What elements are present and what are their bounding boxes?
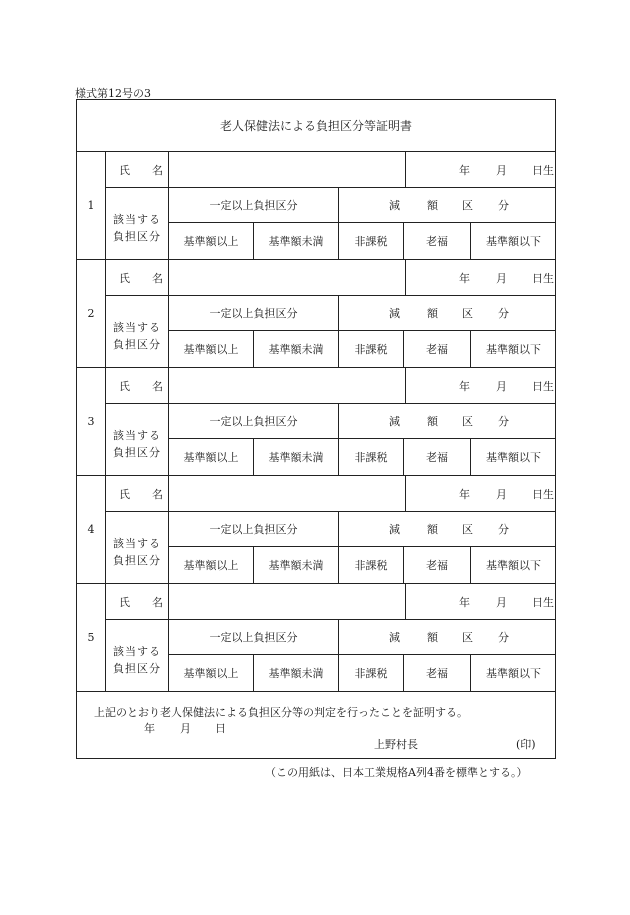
gengaku-char: 減	[389, 415, 400, 428]
name-label-char: 氏	[119, 379, 130, 393]
category-cell[interactable]: 非課税	[339, 655, 404, 691]
gengaku-char: 減	[389, 523, 400, 536]
paper-size-footnote: （この用紙は、日本工業規格A列4番を標準とする。）	[265, 766, 528, 779]
birth-month-label: 月	[496, 379, 507, 393]
applicable-label-line: 負担区分	[113, 661, 161, 675]
gengaku-header	[339, 620, 556, 655]
applicable-category-label	[106, 620, 169, 691]
category-cell[interactable]: 基準額未満	[254, 331, 339, 367]
category-cell[interactable]: 基準額以下	[486, 343, 541, 356]
name-label-char: 氏	[119, 487, 130, 501]
category-cell[interactable]: 老福	[404, 331, 471, 367]
entry-section	[77, 152, 555, 260]
gengaku-header	[339, 512, 556, 547]
applicable-label-line: 負担区分	[113, 229, 161, 243]
name-label	[106, 260, 169, 296]
applicable-label-line: 負担区分	[113, 337, 161, 351]
applicable-label-line: 該当する	[113, 536, 161, 550]
ichitei-header: 一定以上負担区分	[169, 512, 339, 547]
applicable-label-line: 該当する	[113, 428, 161, 442]
form-number-label: 様式第12号の3	[75, 87, 151, 100]
applicable-label-line: 該当する	[113, 320, 161, 334]
gengaku-char: 区	[462, 415, 473, 428]
name-field[interactable]	[169, 584, 406, 620]
birth-day-label: 日生	[532, 163, 554, 177]
name-label-char: 氏	[119, 595, 130, 609]
gengaku-char: 額	[427, 523, 438, 536]
applicable-label-line: 負担区分	[113, 445, 161, 459]
category-cell[interactable]: 非課税	[339, 223, 404, 259]
category-cell[interactable]: 老福	[404, 547, 471, 583]
gengaku-char: 分	[498, 523, 509, 536]
applicable-category-label	[106, 296, 169, 367]
name-label	[106, 368, 169, 404]
birth-date-field[interactable]	[406, 368, 556, 404]
name-field[interactable]	[169, 476, 406, 512]
category-cell[interactable]: 基準額未満	[254, 655, 339, 691]
applicable-label-line: 該当する	[113, 644, 161, 658]
entry-number: 4	[77, 476, 106, 583]
applicable-label-line: 負担区分	[113, 553, 161, 567]
name-label-char: 名	[152, 595, 163, 609]
gengaku-char: 減	[389, 631, 400, 644]
certification-statement: 上記のとおり老人保健法による負担区分等の判定を行ったことを証明する。	[94, 706, 468, 719]
category-cell[interactable]: 基準額以上	[169, 223, 254, 259]
entry-section	[77, 260, 555, 368]
category-cell[interactable]: 基準額以下	[486, 451, 541, 464]
birth-year-label: 年	[459, 271, 470, 285]
name-label-char: 氏	[119, 271, 130, 285]
gengaku-header	[339, 188, 556, 223]
birth-month-label: 月	[496, 271, 507, 285]
gengaku-char: 区	[462, 523, 473, 536]
entry-number: 3	[77, 368, 106, 475]
category-cell[interactable]: 非課税	[339, 331, 404, 367]
category-cell[interactable]: 基準額未満	[254, 223, 339, 259]
gengaku-char: 減	[389, 199, 400, 212]
gengaku-char: 分	[498, 307, 509, 320]
birth-day-label: 日生	[532, 271, 554, 285]
date-month-label: 月	[180, 722, 191, 735]
date-day-label: 日	[215, 722, 226, 735]
gengaku-header	[339, 404, 556, 439]
category-cell[interactable]: 基準額以上	[169, 547, 254, 583]
name-label-char: 名	[152, 271, 163, 285]
entry-number: 5	[77, 584, 106, 691]
name-label-char: 名	[152, 487, 163, 501]
category-cell[interactable]: 老福	[404, 223, 471, 259]
entry-section	[77, 476, 555, 584]
ichitei-header: 一定以上負担区分	[169, 404, 339, 439]
gengaku-char: 分	[498, 199, 509, 212]
category-cell[interactable]: 基準額以下	[486, 667, 541, 680]
birth-year-label: 年	[459, 595, 470, 609]
ichitei-header: 一定以上負担区分	[169, 620, 339, 655]
seal-mark: (印)	[516, 738, 536, 751]
gengaku-header	[339, 296, 556, 331]
entry-number: 2	[77, 260, 106, 367]
gengaku-char: 額	[427, 415, 438, 428]
gengaku-char: 分	[498, 415, 509, 428]
issuer-name: 上野村長	[374, 738, 418, 751]
applicable-category-label	[106, 512, 169, 583]
entry-section	[77, 368, 555, 476]
form-title: 老人保健法による負担区分等証明書	[77, 100, 555, 152]
name-label	[106, 152, 169, 188]
gengaku-char: 分	[498, 631, 509, 644]
category-cell[interactable]: 基準額以上	[169, 439, 254, 475]
applicable-category-label	[106, 404, 169, 475]
category-cell[interactable]: 老福	[404, 655, 471, 691]
birth-date-field[interactable]	[406, 260, 556, 296]
certification-block	[77, 692, 555, 759]
birth-date-field[interactable]	[406, 476, 556, 512]
gengaku-char: 区	[462, 307, 473, 320]
birth-day-label: 日生	[532, 487, 554, 501]
category-cell[interactable]: 非課税	[339, 439, 404, 475]
birth-month-label: 月	[496, 487, 507, 501]
name-label-char: 名	[152, 163, 163, 177]
category-cell[interactable]: 基準額未満	[254, 439, 339, 475]
birth-day-label: 日生	[532, 379, 554, 393]
birth-year-label: 年	[459, 379, 470, 393]
gengaku-char: 額	[427, 307, 438, 320]
category-cell[interactable]: 非課税	[339, 547, 404, 583]
name-field[interactable]	[169, 368, 406, 404]
gengaku-char: 区	[462, 199, 473, 212]
entry-number: 1	[77, 152, 106, 259]
date-year-label: 年	[144, 722, 155, 735]
birth-date-field[interactable]	[406, 584, 556, 620]
birth-month-label: 月	[496, 163, 507, 177]
category-cell[interactable]: 基準額以上	[169, 655, 254, 691]
category-cell[interactable]: 基準額以上	[169, 331, 254, 367]
gengaku-char: 額	[427, 631, 438, 644]
name-field[interactable]	[169, 152, 406, 188]
applicable-category-label	[106, 188, 169, 259]
gengaku-char: 減	[389, 307, 400, 320]
name-field[interactable]	[169, 260, 406, 296]
name-label-char: 名	[152, 379, 163, 393]
certificate-form	[76, 99, 556, 759]
name-label	[106, 476, 169, 512]
category-cell[interactable]: 基準額以下	[486, 235, 541, 248]
gengaku-char: 区	[462, 631, 473, 644]
gengaku-char: 額	[427, 199, 438, 212]
category-cell[interactable]: 基準額以下	[486, 559, 541, 572]
name-label	[106, 584, 169, 620]
birth-day-label: 日生	[532, 595, 554, 609]
category-cell[interactable]: 基準額未満	[254, 547, 339, 583]
entry-section	[77, 584, 555, 692]
ichitei-header: 一定以上負担区分	[169, 296, 339, 331]
name-label-char: 氏	[119, 163, 130, 177]
category-cell[interactable]: 老福	[404, 439, 471, 475]
birth-year-label: 年	[459, 163, 470, 177]
applicable-label-line: 該当する	[113, 212, 161, 226]
birth-year-label: 年	[459, 487, 470, 501]
ichitei-header: 一定以上負担区分	[169, 188, 339, 223]
birth-month-label: 月	[496, 595, 507, 609]
birth-date-field[interactable]	[406, 152, 556, 188]
